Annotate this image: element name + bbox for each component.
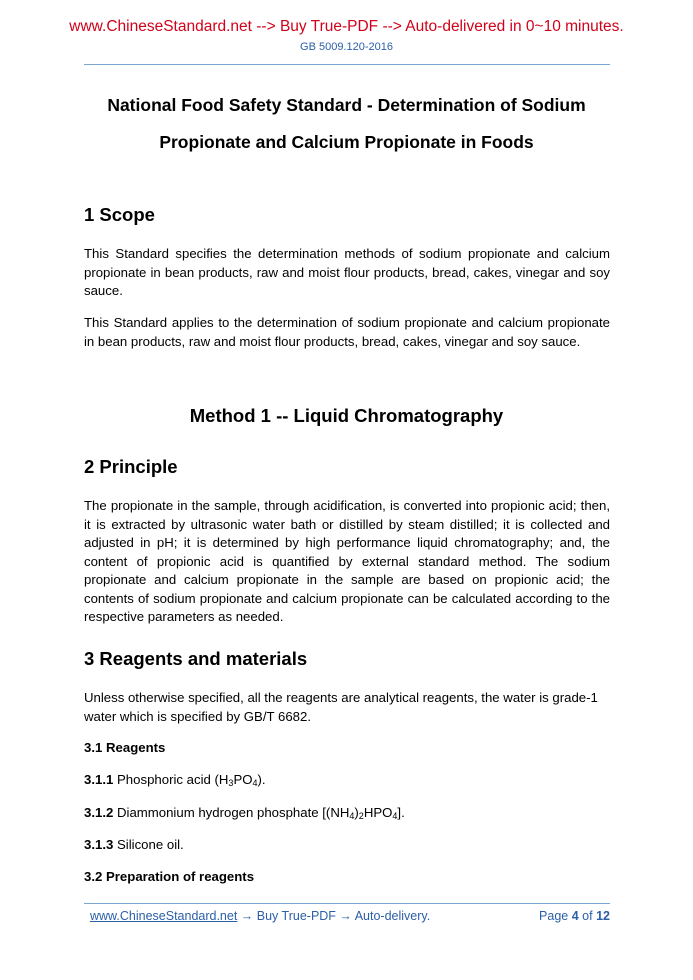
document-title-line1: National Food Safety Standard - Determination of Sodium bbox=[107, 95, 586, 115]
footer-divider bbox=[84, 903, 610, 904]
document-title-line2: Propionate and Calcium Propionate in Foods bbox=[159, 132, 534, 152]
footer-text: → Buy True-PDF → Auto-delivery. bbox=[237, 909, 431, 923]
section-heading-reagents: 3 Reagents and materials bbox=[84, 648, 308, 669]
item-3-1-1: 3.1.1 Phosphoric acid $(H_3PO_4)$. bbox=[84, 772, 266, 788]
item-3-1-2: 3.1.2 Diammonium hydrogen phosphate $[(NH_4)_2HPO_4]$. bbox=[84, 805, 405, 821]
scope-paragraph-2: This Standard applies to the determination of sodium propionate and calcium propionate in bean products, raw and moist flour products, bread, cakes, vinegar and soy sauce. bbox=[84, 315, 610, 349]
subsection-3-1: 3.1 Reagents bbox=[84, 740, 166, 755]
scope-paragraph-1: This Standard specifies the determination methods of sodium propionate and calcium propionate in bean products, raw and moist flour products, bread, cakes, vinegar and soy sauce. bbox=[84, 246, 610, 298]
section-heading-principle: 2 Principle bbox=[84, 456, 178, 477]
standard-number: GB 5009.120-2016 bbox=[300, 41, 393, 53]
method-heading: Method 1 -- Liquid Chromatography bbox=[189, 405, 504, 426]
subsection-3-2: 3.2 Preparation of reagents bbox=[84, 869, 255, 884]
reagents-paragraph: Unless otherwise specified, all the reagents are analytical reagents, the water is grade-1 water which is specified by GB/T 6682. bbox=[84, 690, 598, 724]
header-banner[interactable]: www.ChineseStandard.net --> Buy True-PDF --> Auto-delivered in 0~10 minutes. bbox=[69, 18, 624, 35]
item-3-1-3: 3.1.3 Silicone oil. bbox=[84, 837, 184, 852]
footer-link[interactable]: www.ChineseStandard.net bbox=[90, 909, 238, 923]
footer bbox=[90, 909, 610, 923]
section-heading-scope: 1 Scope bbox=[84, 204, 155, 225]
page-indicator: Page 4 of 12 bbox=[539, 909, 610, 923]
principle-paragraph: The propionate in the sample, through acidification, is converted into propionic acid; then, it is extracted by ultrasonic water bath or distilled by steam distilled; it is collected and adjusted in pH; it is determined by high performance liquid chromatography; and, the content of propionic acid is quantified by external standard method. The sodium propionate and calcium propionate in the sample are based on propionic acid; the contents of sodium propionate and calcium propionate can be calculated according to the respective parameters as needed. bbox=[84, 498, 610, 624]
header-divider bbox=[84, 64, 610, 65]
